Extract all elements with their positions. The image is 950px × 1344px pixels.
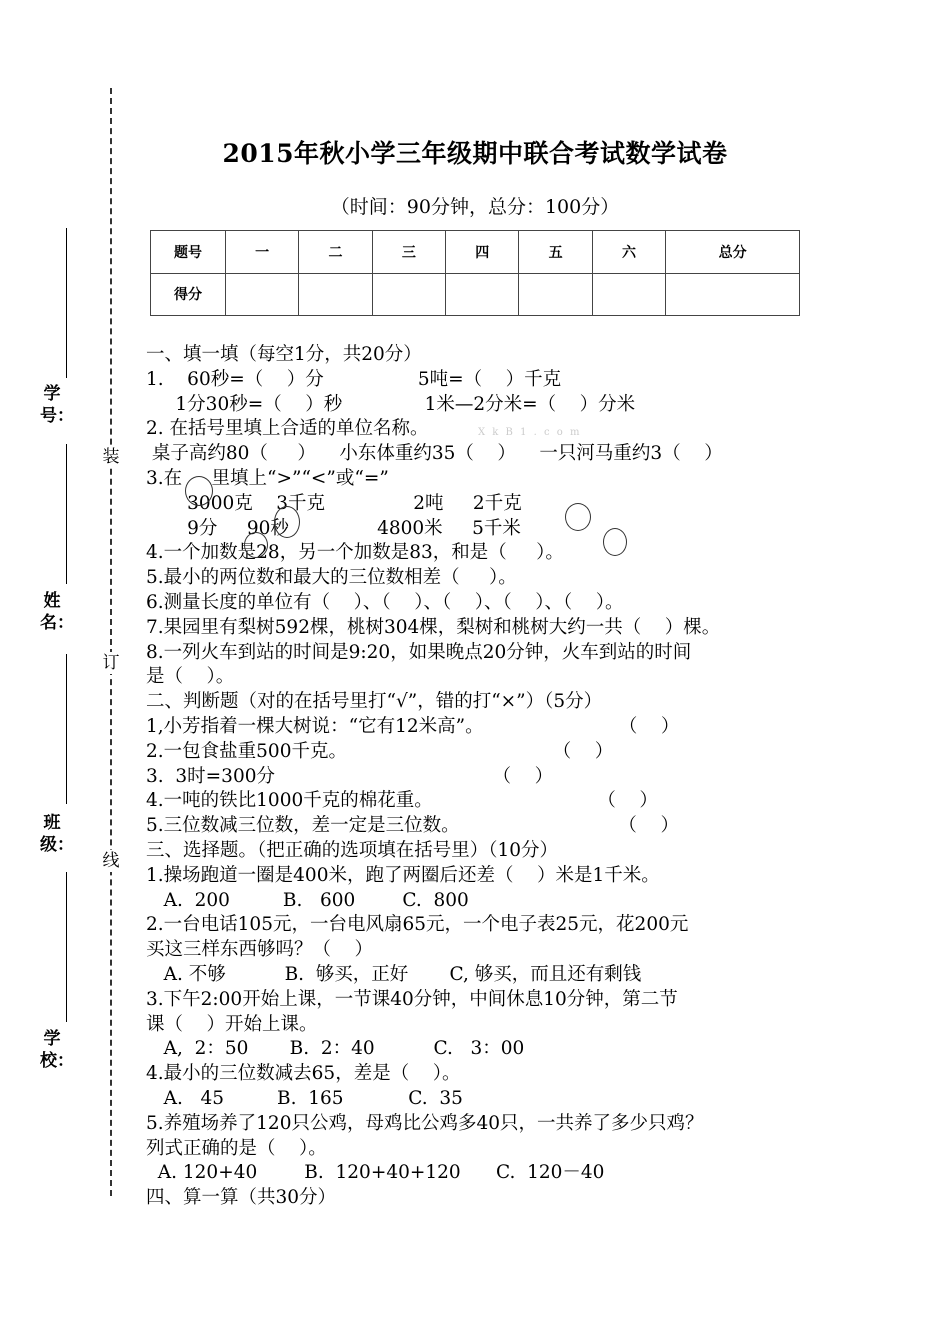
option-line: A. 不够 B. 够买，正好 C, 够买，而且还有剩钱: [146, 963, 642, 985]
question-line: 买这三样东西够吗？（ ）: [146, 939, 374, 961]
question-line: 4.最小的三位数减去65，差是（ ）。: [146, 1063, 461, 1085]
question-line: 2.一台电话105元，一台电风扇65元，一个电子表25元，花200元: [146, 914, 689, 936]
student-name-label: 姓名：: [40, 591, 74, 633]
score-table-header-cell: 题号: [151, 231, 226, 274]
question-line: 列式正确的是（ ）。: [146, 1137, 327, 1159]
score-table-score-row: [151, 273, 800, 316]
question-line: 3.下午2:00开始上课，一节课40分钟，中间休息10分钟，第二节: [146, 988, 678, 1010]
score-input-cell[interactable]: [592, 273, 665, 316]
question-line: 1.操场跑道一圈是400米，跑了两圈后还差（ ）米是1千米。: [146, 864, 660, 886]
score-table-header-cell: 四: [446, 231, 519, 274]
binding-dashed-line: [110, 88, 112, 1196]
question-line: 4.一个加数是28，另一个加数是83，和是（ ）。: [146, 542, 564, 564]
question-line: 9分 90秒 4800米 5千米: [146, 517, 521, 539]
compare-circle[interactable]: [274, 506, 300, 538]
binding-mark-xian: 线: [100, 850, 122, 872]
question-line: 5.三位数减三位数，差一定是三位数。 （ ）: [146, 815, 679, 837]
question-line: 是（ ）。: [146, 666, 235, 688]
question-line: 8.一列火车到站的时间是9:20，如果晚点20分钟，火车到站的时间: [146, 641, 692, 663]
question-line: 7.果园里有梨树592棵，桃树304棵，梨树和桃树大约一共（ ）棵。: [146, 616, 721, 638]
question-line: 1,小芳指着一棵大树说：“它有12米高”。 （ ）: [146, 715, 680, 737]
student-id-label: 学号：: [40, 384, 74, 426]
binding-mark-zhuang: 装: [100, 446, 122, 468]
student-id-line[interactable]: [66, 228, 67, 378]
question-line: 2. 在括号里填上合适的单位名称。: [146, 418, 429, 440]
score-input-cell[interactable]: [226, 273, 299, 316]
score-input-cell[interactable]: [299, 273, 372, 316]
question-line: 2.一包食盐重500千克。 （ ）: [146, 740, 614, 762]
question-line: 6.测量长度的单位有（ ）、（ ）、（ ）、（ ）、（ ）。: [146, 591, 624, 613]
question-line: 5.最小的两位数和最大的三位数相差（ ）。: [146, 567, 517, 589]
score-input-cell[interactable]: [446, 273, 519, 316]
score-table-header-cell: 一: [226, 231, 299, 274]
option-line: A. 45 B. 165 C. 35: [146, 1087, 463, 1109]
score-table: [150, 230, 800, 316]
question-line: 3.在 里填上“>”“<”或“=”: [146, 467, 389, 489]
compare-circle[interactable]: [565, 503, 591, 531]
student-class-line[interactable]: [66, 654, 67, 804]
score-input-cell[interactable]: [666, 273, 800, 316]
question-line: 课（ ）开始上课。: [146, 1013, 318, 1035]
binding-mark-ding: 订: [100, 652, 122, 674]
option-line: A, 2：50 B. 2：40 C. 3：00: [146, 1038, 525, 1060]
score-input-cell[interactable]: [519, 273, 592, 316]
exam-subtitle: （时间：90分钟，总分：100分）: [330, 196, 620, 218]
score-table-header-cell: 三: [372, 231, 445, 274]
student-class-label: 班级：: [40, 813, 74, 855]
compare-circle[interactable]: [244, 532, 268, 558]
question-line: 1. 60秒=（ ）分 5吨=（ ）千克: [146, 368, 562, 390]
watermark-text: X k B 1 . c o m: [478, 427, 582, 438]
question-line: 3000克 3千克 2吨 2千克: [146, 492, 522, 514]
school-label: 学校：: [40, 1029, 74, 1071]
score-table-header-cell: 五: [519, 231, 592, 274]
section-heading: 三、选择题。（把正确的选项填在括号里）（10分）: [146, 839, 559, 861]
compare-circle[interactable]: [185, 476, 213, 506]
score-row-label: 得分: [151, 273, 226, 316]
score-table-header-row: [151, 231, 800, 274]
section-heading: 二、判断题（对的在括号里打“√”，错的打“×”）（5分）: [146, 691, 603, 713]
option-line: A. 120+40 B. 120+40+120 C. 120－40: [146, 1162, 605, 1184]
compare-circle[interactable]: [603, 528, 627, 556]
score-input-cell[interactable]: [372, 273, 445, 316]
question-line: 4.一吨的铁比1000千克的棉花重。 （ ）: [146, 790, 658, 812]
score-table-header-cell: 总分: [666, 231, 800, 274]
exam-title: 2015年秋小学三年级期中联合考试数学试卷: [222, 139, 728, 168]
question-line: 3. 3时=300分 （ ）: [146, 765, 554, 787]
score-table-header-cell: 六: [592, 231, 665, 274]
question-line: 1分30秒=（ ）秒 1米—2分米=（ ）分米: [146, 393, 636, 415]
question-line: 5.养殖场养了120只公鸡，母鸡比公鸡多40只，一共养了多少只鸡？: [146, 1112, 704, 1134]
school-line[interactable]: [66, 872, 67, 1022]
option-line: A. 200 B. 600 C. 800: [146, 889, 469, 911]
question-line: 桌子高约80（ ） 小东体重约35（ ） 一只河马重约3（ ）: [146, 443, 723, 465]
student-name-line[interactable]: [66, 444, 67, 584]
section-heading: 四、算一算（共30分）: [146, 1187, 337, 1209]
score-table-header-cell: 二: [299, 231, 372, 274]
section-heading: 一、填一填（每空1分，共20分）: [146, 344, 422, 365]
exam-content: [146, 343, 826, 1211]
